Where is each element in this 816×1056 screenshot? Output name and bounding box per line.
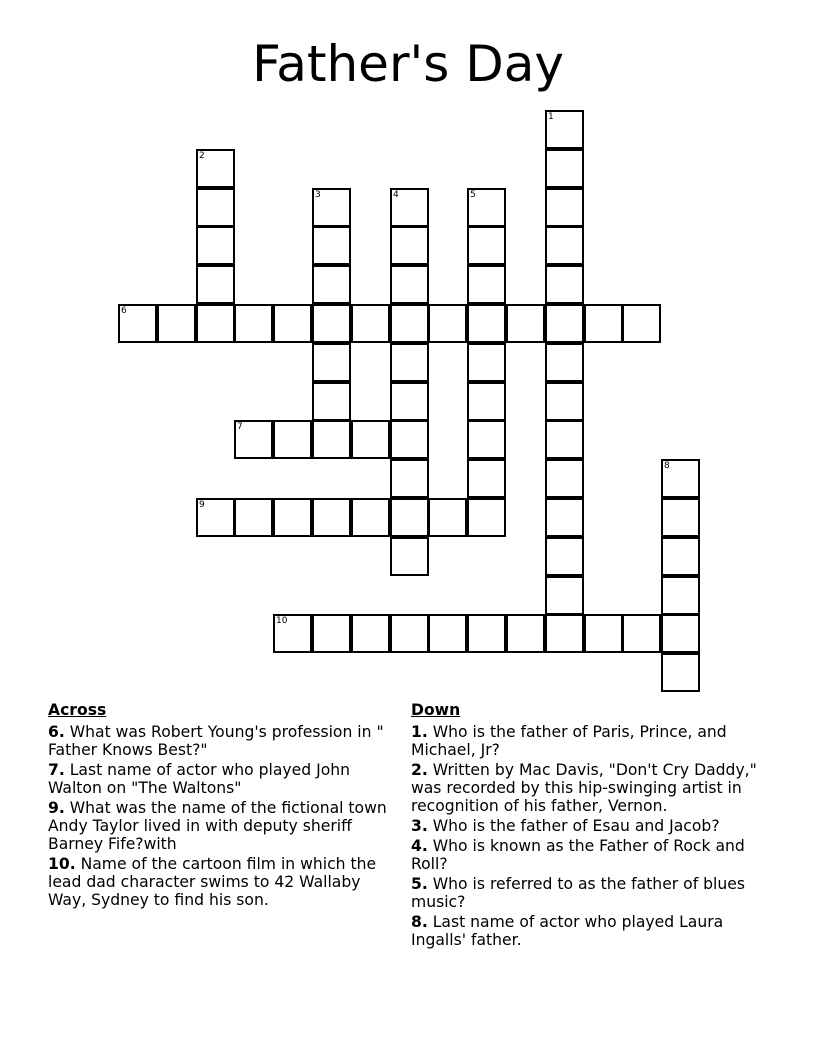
grid-cell[interactable]: [661, 537, 700, 576]
grid-cell[interactable]: [390, 265, 429, 304]
grid-cell[interactable]: [545, 343, 584, 382]
grid-cell[interactable]: [312, 343, 351, 382]
across-clues: [48, 700, 400, 911]
clue-text: Who is the father of Esau and Jacob?: [427, 817, 720, 835]
grid-cell[interactable]: [467, 343, 506, 382]
clue-number: 5.: [411, 875, 428, 893]
across-clue-6: [48, 723, 400, 759]
grid-cell[interactable]: [390, 304, 429, 343]
grid-cell[interactable]: [390, 537, 429, 576]
grid-cell[interactable]: [196, 226, 235, 265]
across-clue-9: [48, 799, 400, 853]
grid-cell[interactable]: [467, 304, 506, 343]
grid-cell[interactable]: [467, 188, 506, 227]
grid-cell[interactable]: [506, 614, 545, 653]
grid-cell[interactable]: [467, 382, 506, 421]
clue-number: 2.: [411, 761, 428, 779]
grid-cell[interactable]: [312, 265, 351, 304]
grid-cell[interactable]: [467, 420, 506, 459]
grid-cell[interactable]: [312, 498, 351, 537]
clue-text: Last name of actor who played Laura Ingalls' father.: [411, 913, 724, 949]
cell-number: 4: [393, 190, 399, 200]
grid-cell[interactable]: [390, 188, 429, 227]
grid-cell[interactable]: [584, 304, 623, 343]
across-clue-list: [48, 723, 400, 909]
grid-cell[interactable]: [428, 614, 467, 653]
grid-cell[interactable]: [428, 498, 467, 537]
grid-cell[interactable]: [196, 265, 235, 304]
cell-number: 2: [199, 151, 205, 161]
down-clue-1: [411, 723, 763, 759]
grid-cell[interactable]: [351, 498, 390, 537]
clue-text: Name of the cartoon film in which the lead dad character swims to 42 Wallaby Way, Sydney to find his son.: [48, 855, 377, 909]
grid-cell[interactable]: [545, 110, 584, 149]
grid-cell[interactable]: [467, 614, 506, 653]
clue-text: What was the name of the fictional town Andy Taylor lived in with deputy sheriff Barney Fife?with: [48, 799, 387, 853]
grid-cell[interactable]: [545, 459, 584, 498]
clue-number: 1.: [411, 723, 428, 741]
grid-cell[interactable]: [545, 420, 584, 459]
grid-cell[interactable]: [661, 653, 700, 692]
clue-number: 7.: [48, 761, 65, 779]
cell-number: 3: [315, 190, 321, 200]
grid-cell[interactable]: [196, 188, 235, 227]
grid-cell[interactable]: [351, 420, 390, 459]
grid-cell[interactable]: [312, 226, 351, 265]
grid-cell[interactable]: [196, 498, 235, 537]
grid-cell[interactable]: [390, 459, 429, 498]
grid-cell[interactable]: [467, 226, 506, 265]
grid-cell[interactable]: [273, 304, 312, 343]
clue-text: Written by Mac Davis, "Don't Cry Daddy," was recorded by this hip-swinging artist in recognition of his father, Vernon.: [411, 761, 757, 815]
clue-text: Who is referred to as the father of blues music?: [411, 875, 745, 911]
grid-cell[interactable]: [545, 149, 584, 188]
grid-cell[interactable]: [312, 382, 351, 421]
grid-cell[interactable]: [622, 304, 661, 343]
grid-cell[interactable]: [428, 304, 467, 343]
down-clues: [411, 700, 763, 951]
grid-cell[interactable]: [584, 614, 623, 653]
clue-text: Who is known as the Father of Rock and Roll?: [411, 837, 745, 873]
clue-number: 3.: [411, 817, 428, 835]
cell-number: 8: [664, 461, 670, 471]
grid-cell[interactable]: [312, 304, 351, 343]
grid-cell[interactable]: [273, 498, 312, 537]
grid-cell[interactable]: [390, 343, 429, 382]
grid-cell[interactable]: [467, 498, 506, 537]
grid-cell[interactable]: [661, 459, 700, 498]
grid-cell[interactable]: [157, 304, 196, 343]
clue-number: 8.: [411, 913, 428, 931]
grid-cell[interactable]: [545, 537, 584, 576]
puzzle-title: Father's Day: [252, 35, 564, 93]
grid-cell[interactable]: [118, 304, 157, 343]
down-clue-3: [411, 817, 763, 835]
clue-number: 6.: [48, 723, 65, 741]
clue-number: 9.: [48, 799, 65, 817]
grid-cell[interactable]: [390, 226, 429, 265]
grid-cell[interactable]: [545, 265, 584, 304]
cell-number: 9: [199, 500, 205, 510]
clue-text: Who is the father of Paris, Prince, and Michael, Jr?: [411, 723, 727, 759]
grid-cell[interactable]: [196, 149, 235, 188]
down-heading: Down: [411, 701, 461, 719]
cell-number: 10: [276, 616, 288, 626]
grid-cell[interactable]: [506, 304, 545, 343]
grid-cell[interactable]: [661, 576, 700, 615]
grid-cell[interactable]: [545, 498, 584, 537]
grid-cell[interactable]: [312, 188, 351, 227]
grid-cell[interactable]: [351, 614, 390, 653]
clue-number: 4.: [411, 837, 428, 855]
grid-cell[interactable]: [312, 614, 351, 653]
grid-cell[interactable]: [467, 265, 506, 304]
grid-cell[interactable]: [390, 420, 429, 459]
cell-number: 6: [121, 306, 127, 316]
down-clue-4: [411, 837, 763, 873]
grid-cell[interactable]: [390, 614, 429, 653]
grid-cell[interactable]: [661, 498, 700, 537]
grid-cell[interactable]: [545, 382, 584, 421]
clue-text: Last name of actor who played John Walton on "The Waltons": [48, 761, 350, 797]
across-heading: Across: [48, 701, 107, 719]
grid-cell[interactable]: [351, 304, 390, 343]
clue-number: 10.: [48, 855, 76, 873]
grid-cell[interactable]: [545, 226, 584, 265]
grid-cell[interactable]: [273, 614, 312, 653]
grid-cell[interactable]: [234, 420, 273, 459]
clue-text: What was Robert Young's profession in " Father Knows Best?": [48, 723, 384, 759]
across-clue-7: [48, 761, 400, 797]
grid-cell[interactable]: [234, 304, 273, 343]
grid-cell[interactable]: [467, 459, 506, 498]
down-clue-2: [411, 761, 763, 815]
grid-cell[interactable]: [390, 498, 429, 537]
down-clue-8: [411, 913, 763, 949]
grid-cell[interactable]: [661, 614, 700, 653]
grid-cell[interactable]: [545, 614, 584, 653]
grid-cell[interactable]: [234, 498, 273, 537]
grid-cell[interactable]: [273, 420, 312, 459]
grid-cell[interactable]: [622, 614, 661, 653]
grid-cell[interactable]: [390, 382, 429, 421]
grid-cell[interactable]: [545, 576, 584, 615]
cell-number: 7: [237, 422, 243, 432]
down-clue-5: [411, 875, 763, 911]
cell-number: 5: [470, 190, 476, 200]
down-clue-list: [411, 723, 763, 949]
grid-cell[interactable]: [196, 304, 235, 343]
grid-cell[interactable]: [312, 420, 351, 459]
grid-cell[interactable]: [545, 188, 584, 227]
cell-number: 1: [548, 112, 554, 122]
across-clue-10: [48, 855, 400, 909]
grid-cell[interactable]: [545, 304, 584, 343]
